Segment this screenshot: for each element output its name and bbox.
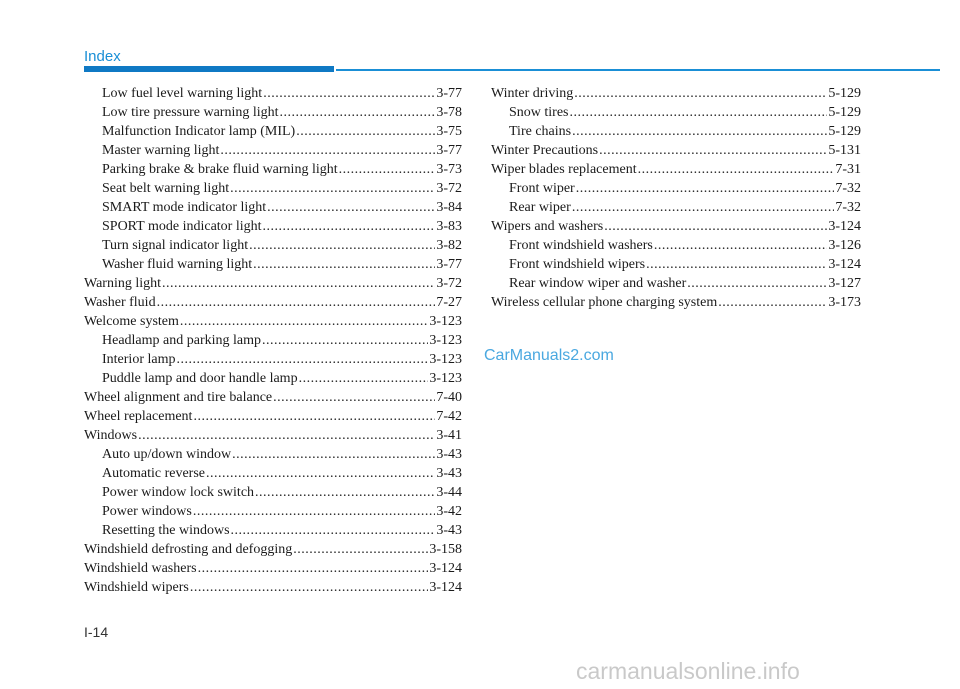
index-entry — [84, 483, 462, 502]
entry-text: Windshield wipers — [84, 580, 189, 595]
index-entry — [84, 388, 462, 407]
entry-text: Welcome system — [84, 314, 179, 329]
index-entry — [491, 122, 861, 141]
header-rule-thick — [84, 66, 334, 72]
entry-text: Wireless cellular phone charging system — [491, 295, 718, 310]
dot-leader — [687, 274, 827, 293]
entry-page: 3-123 — [429, 314, 462, 329]
entry-page: 5-131 — [828, 143, 861, 158]
dot-leader — [198, 559, 429, 578]
entry-text: Washer fluid — [84, 295, 156, 310]
entry-text: Windshield washers — [84, 561, 197, 576]
page-title: Index — [84, 48, 121, 65]
index-entry — [84, 407, 462, 426]
entry-text: Warning light — [84, 276, 162, 291]
entry-text: Headlamp and parking lamp — [102, 333, 262, 348]
entry-text: Seat belt warning light — [102, 181, 230, 196]
entry-page: 3-72 — [436, 276, 462, 291]
index-entry — [84, 464, 462, 483]
entry-text: Wipers and washers — [491, 219, 604, 234]
entry-text: Wheel alignment and tire balance — [84, 390, 273, 405]
entry-page: 3-127 — [828, 276, 861, 291]
index-entry — [84, 445, 462, 464]
dot-leader — [572, 122, 827, 141]
entry-page: 3-124 — [828, 219, 861, 234]
entry-text: Turn signal indicator light — [102, 238, 249, 253]
entry-text: Low tire pressure warning light — [102, 105, 279, 120]
index-entry — [84, 160, 462, 179]
index-entry — [84, 350, 462, 369]
entry-page: 3-123 — [429, 371, 462, 386]
entry-text: Winter Precautions — [491, 143, 599, 158]
entry-page: 7-32 — [835, 181, 861, 196]
entry-text: Resetting the windows — [102, 523, 230, 538]
entry-page: 7-27 — [436, 295, 462, 310]
index-entry — [491, 255, 861, 274]
dot-leader — [296, 122, 435, 141]
entry-text: Power window lock switch — [102, 485, 255, 500]
index-entry — [491, 141, 861, 160]
dot-leader — [718, 293, 827, 312]
index-entry — [491, 179, 861, 198]
entry-page: 3-84 — [436, 200, 462, 215]
index-entry — [84, 198, 462, 217]
entry-text: Washer fluid warning light — [102, 257, 253, 272]
entry-text: Wheel replacement — [84, 409, 193, 424]
dot-leader — [232, 445, 435, 464]
entry-page: 3-123 — [429, 333, 462, 348]
watermark-link[interactable]: CarManuals2.com — [484, 347, 614, 364]
index-entry — [84, 369, 462, 388]
index-entry — [84, 559, 462, 578]
index-entry — [84, 103, 462, 122]
dot-leader — [262, 331, 428, 350]
dot-leader — [293, 540, 428, 559]
dot-leader — [599, 141, 827, 160]
dot-leader — [572, 198, 835, 217]
entry-text: Wiper blades replacement — [491, 162, 637, 177]
entry-text: Windshield defrosting and defogging — [84, 542, 293, 557]
index-entry — [491, 217, 861, 236]
dot-leader — [162, 274, 435, 293]
index-entry — [84, 331, 462, 350]
entry-text: Front windshield washers — [509, 238, 653, 253]
entry-page: 3-78 — [436, 105, 462, 120]
entry-page: 3-124 — [429, 580, 462, 595]
entry-page: 3-75 — [436, 124, 462, 139]
index-entry — [84, 312, 462, 331]
entry-text: Front windshield wipers — [509, 257, 646, 272]
entry-text: Tire chains — [509, 124, 572, 139]
entry-page: 3-124 — [828, 257, 861, 272]
entry-page: 3-77 — [436, 86, 462, 101]
entry-text: Power windows — [102, 504, 192, 519]
index-entry — [491, 236, 861, 255]
entry-page: 5-129 — [828, 124, 861, 139]
entry-text: Puddle lamp and door handle lamp — [102, 371, 298, 386]
index-entry — [84, 179, 462, 198]
dot-leader — [193, 407, 435, 426]
entry-page: 3-41 — [436, 428, 462, 443]
index-entry — [84, 217, 462, 236]
dot-leader — [138, 426, 435, 445]
dot-leader — [576, 179, 835, 198]
index-entry — [84, 426, 462, 445]
entry-page: 3-126 — [828, 238, 861, 253]
footer-watermark: carmanualsonline.info — [576, 658, 800, 684]
index-column-left — [84, 84, 462, 597]
dot-leader — [273, 388, 435, 407]
entry-text: Auto up/down window — [102, 447, 232, 462]
entry-page: 3-77 — [436, 143, 462, 158]
entry-page: 7-40 — [436, 390, 462, 405]
index-entry — [84, 274, 462, 293]
dot-leader — [263, 84, 435, 103]
entry-text: Snow tires — [509, 105, 569, 120]
index-entry — [491, 84, 861, 103]
dot-leader — [253, 255, 435, 274]
entry-page: 3-173 — [828, 295, 861, 310]
index-entry — [491, 103, 861, 122]
entry-page: 3-124 — [429, 561, 462, 576]
dot-leader — [339, 160, 436, 179]
dot-leader — [604, 217, 827, 236]
entry-text: Front wiper — [509, 181, 575, 196]
entry-page: 3-158 — [429, 542, 462, 557]
entry-text: Parking brake & brake fluid warning light — [102, 162, 338, 177]
index-column-right — [491, 84, 861, 312]
entry-text: Winter driving — [491, 86, 574, 101]
entry-text: Rear wiper — [509, 200, 571, 215]
entry-text: Low fuel level warning light — [102, 86, 263, 101]
entry-page: 3-43 — [436, 447, 462, 462]
entry-page: 5-129 — [828, 105, 861, 120]
entry-text: Malfunction Indicator lamp (MIL) — [102, 124, 296, 139]
entry-page: 3-83 — [436, 219, 462, 234]
dot-leader — [570, 103, 828, 122]
dot-leader — [654, 236, 827, 255]
entry-page: 7-31 — [835, 162, 861, 177]
page-number: I-14 — [84, 624, 109, 640]
entry-text: SMART mode indicator light — [102, 200, 267, 215]
entry-page: 3-82 — [436, 238, 462, 253]
dot-leader — [255, 483, 435, 502]
dot-leader — [249, 236, 435, 255]
entry-page: 3-73 — [436, 162, 462, 177]
index-entry — [84, 141, 462, 160]
entry-text: SPORT mode indicator light — [102, 219, 262, 234]
index-entry — [491, 160, 861, 179]
header-rule-thin — [336, 69, 940, 71]
dot-leader — [638, 160, 835, 179]
entry-page: 5-129 — [828, 86, 861, 101]
entry-page: 3-123 — [429, 352, 462, 367]
dot-leader — [231, 521, 436, 540]
entry-text: Interior lamp — [102, 352, 176, 367]
entry-text: Master warning light — [102, 143, 220, 158]
index-entry — [84, 521, 462, 540]
index-entry — [84, 122, 462, 141]
dot-leader — [193, 502, 435, 521]
dot-leader — [176, 350, 428, 369]
dot-leader — [263, 217, 436, 236]
index-entry — [84, 84, 462, 103]
index-entry — [84, 502, 462, 521]
entry-text: Rear window wiper and washer — [509, 276, 687, 291]
entry-page: 7-32 — [835, 200, 861, 215]
entry-page: 7-42 — [436, 409, 462, 424]
dot-leader — [180, 312, 428, 331]
dot-leader — [267, 198, 435, 217]
entry-page: 3-42 — [436, 504, 462, 519]
dot-leader — [299, 369, 429, 388]
dot-leader — [190, 578, 429, 597]
dot-leader — [206, 464, 435, 483]
dot-leader — [280, 103, 436, 122]
entry-text: Windows — [84, 428, 138, 443]
entry-page: 3-72 — [436, 181, 462, 196]
index-entry — [84, 236, 462, 255]
entry-page: 3-77 — [436, 257, 462, 272]
index-entry — [491, 274, 861, 293]
index-entry — [84, 540, 462, 559]
entry-page: 3-44 — [436, 485, 462, 500]
dot-leader — [230, 179, 435, 198]
dot-leader — [574, 84, 827, 103]
dot-leader — [220, 141, 435, 160]
index-entry — [491, 293, 861, 312]
dot-leader — [157, 293, 436, 312]
index-entry — [84, 578, 462, 597]
entry-page: 3-43 — [436, 523, 462, 538]
index-entry — [84, 293, 462, 312]
entry-text: Automatic reverse — [102, 466, 206, 481]
index-entry — [84, 255, 462, 274]
index-entry — [491, 198, 861, 217]
entry-page: 3-43 — [436, 466, 462, 481]
dot-leader — [646, 255, 827, 274]
